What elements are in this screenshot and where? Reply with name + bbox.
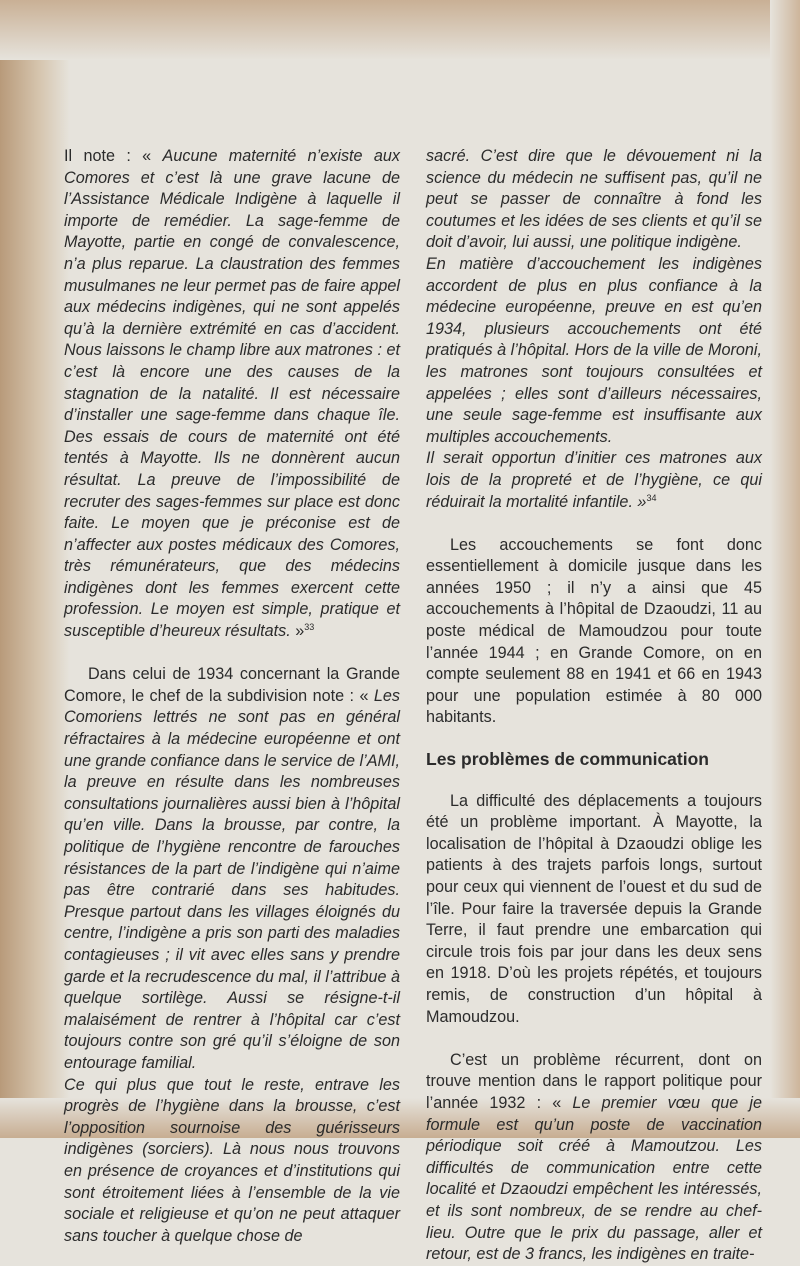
page-edge-top bbox=[0, 0, 800, 60]
quote-text: Les Comoriens lettrés ne sont pas en général réfractaires à la médecine européenne et ont une grande confiance dans le service de l’AMI, la preuve en résulte dans les nombreuses consultations journalières aussi bien à l’hôpital qu’en ville. Dans la brousse, par contre, la politique de l’hygiène rencontre de farouches résistances de la part de l’indigène qui n’aime pas être contrarié dans ses habitudes. Presque partout dans les villages éloignés du centre, l’indigène a pris son parti des maladies contagieuses ; il vit avec elles sans y prendre garde et la recrudescence du mal, il l’attribue à quelque sortilège. Aussi se résigne-t-il malaisément de rentrer à l’hôpital car c’est toujours contre son gré qu’il s’éloigne de son entourage familial. bbox=[64, 686, 400, 1072]
page-edge-left bbox=[0, 0, 70, 1138]
paragraph-intro: Il note : « bbox=[64, 147, 163, 165]
paragraph-matrones bbox=[426, 448, 762, 513]
quote-close: » bbox=[290, 622, 305, 641]
quote-close: » bbox=[632, 492, 647, 511]
paragraph-intro: Dans celui de 1934 concernant la Grande Comore, le chef de la subdivision note : « bbox=[64, 665, 400, 705]
paragraph-intro: C’est un problème récurrent, dont on trouve mention dans le rapport politique pour l’année 1932 : « bbox=[426, 1050, 762, 1112]
paragraph-grande-comore bbox=[64, 664, 400, 1074]
quote-text: Le premier vœu que je formule est qu’un poste de vaccination périodique soit créé à Mamoutzou. Les difficultés de communication entre cette localité et Dzaoudzi empêchent les intéressés, et ils sont nombreux, de se rendre au chef-lieu. Outre que le prix du passage, aller et retour, est de 3 francs, les indigènes en traite- bbox=[426, 1093, 762, 1264]
left-column bbox=[64, 146, 400, 1247]
paragraph-deplacements bbox=[426, 791, 762, 1029]
page-edge-right bbox=[770, 0, 800, 1138]
paragraph-accouchement-quote: En matière d’accouchement les indigènes accordent de plus en plus confiance à la médecine européenne, preuve en est qu’en 1934, plusieurs accouchements ont été pratiqués à l’hôpital. Hors de la ville de Moroni, les matrones sont toujours consultées et appelées ; elles sont d’ailleurs nécessaires, une seule sage-femme est insuffisante aux multiples accouchements. bbox=[426, 254, 762, 446]
quote-text: Aucune maternité n’existe aux Comores et c’est là une grave lacune de l’Assistance Médicale Indigène à laquelle il importe de remédier. La sage-femme de Mayotte, partie en congé de convalescence, n’a plus reparue. La claustration des femmes musulmanes ne leur permet pas de faire appel aux médecins indigènes, qui ne sont appelés qu’à la dernière extrémité en cas d’accident. Nous laissons le champ libre aux matrones : et c’est là encore une des causes de la stagnation de la natalité. Il est nécessaire d’installer une sage-femme dans chaque île. Des essais de cours de maternité ont été tentés à Mayotte. Ils ne donnèrent aucun résultat. La preuve de l’impossibilité de recruter des sages-femmes sur place est donc faite. Le moyen que je préconise est de n’affecter aux postes médicaux des Comores, très rémunérateurs, que des médecins indigènes dont les femmes exercent cette profession. Le moyen est simple, pratique et susceptible d’heureux résultats. bbox=[64, 147, 400, 641]
paragraph-maternite-quote bbox=[64, 146, 400, 643]
paragraph-text: Les accouchements se font donc essentiellement à domicile jusque dans les années 1950 ; il n’y a ainsi que 45 accouchements à l’hôpital de Dzaoudzi, 11 au poste médical de Mamoudzou pour toute l’année 1944 ; en Grande Comore, on en compte seulement 88 en 1941 et 66 en 1943 pour une population estimée à 80 000 habitants. bbox=[426, 535, 762, 727]
footnote-ref-33: 33 bbox=[304, 622, 315, 633]
paragraph-text: La difficulté des déplacements a toujours été un problème important. À Mayotte, la localisation de l’hôpital à Dzaoudzi oblige les patients à des trajets parfois longs, surtout pour ceux qui viennent de l’ouest et du sud de l’île. Pour faire la traversée depuis la Grande Terre, il faut prendre une embarcation qui circule trois fois par jour dans les deux sens en 1918. D’où les projets répétés, et toujours remis, de construction d’un hôpital à Mamoudzou. bbox=[426, 791, 762, 1026]
section-heading: Les problèmes de communication bbox=[426, 749, 709, 770]
right-column bbox=[426, 146, 762, 1266]
paragraph-sacre: sacré. C’est dire que le dévouement ni la science du médecin ne suffisent pas, qu’il ne peut se passer de connaître à fond les coutumes et les idées de ses clients et qu’il se doit d’avoir, lui aussi, une politique indigène. bbox=[426, 147, 762, 252]
paragraph-probleme-recurrent bbox=[426, 1050, 762, 1266]
footnote-ref-34: 34 bbox=[646, 492, 657, 503]
paragraph-guerisseurs: Ce qui plus que tout le reste, entrave les progrès de l’hygiène dans la brousse, c’est l’opposition sournoise des guérisseurs indigènes (sorciers). Là nous nous trouvons en présence de croyances et d’institutions qui sont étroitement liées à l’ensemble de la vie sociale et religieuse et qu’on ne peut attaquer sans toucher à quelque chose de bbox=[64, 1075, 400, 1245]
quote-text: Il serait opportun d’initier ces matrones aux lois de la propreté et de l’hygiène, ce qui réduirait la mortalité infantile. bbox=[426, 449, 762, 511]
paragraph-accouchements-domicile bbox=[426, 535, 762, 729]
